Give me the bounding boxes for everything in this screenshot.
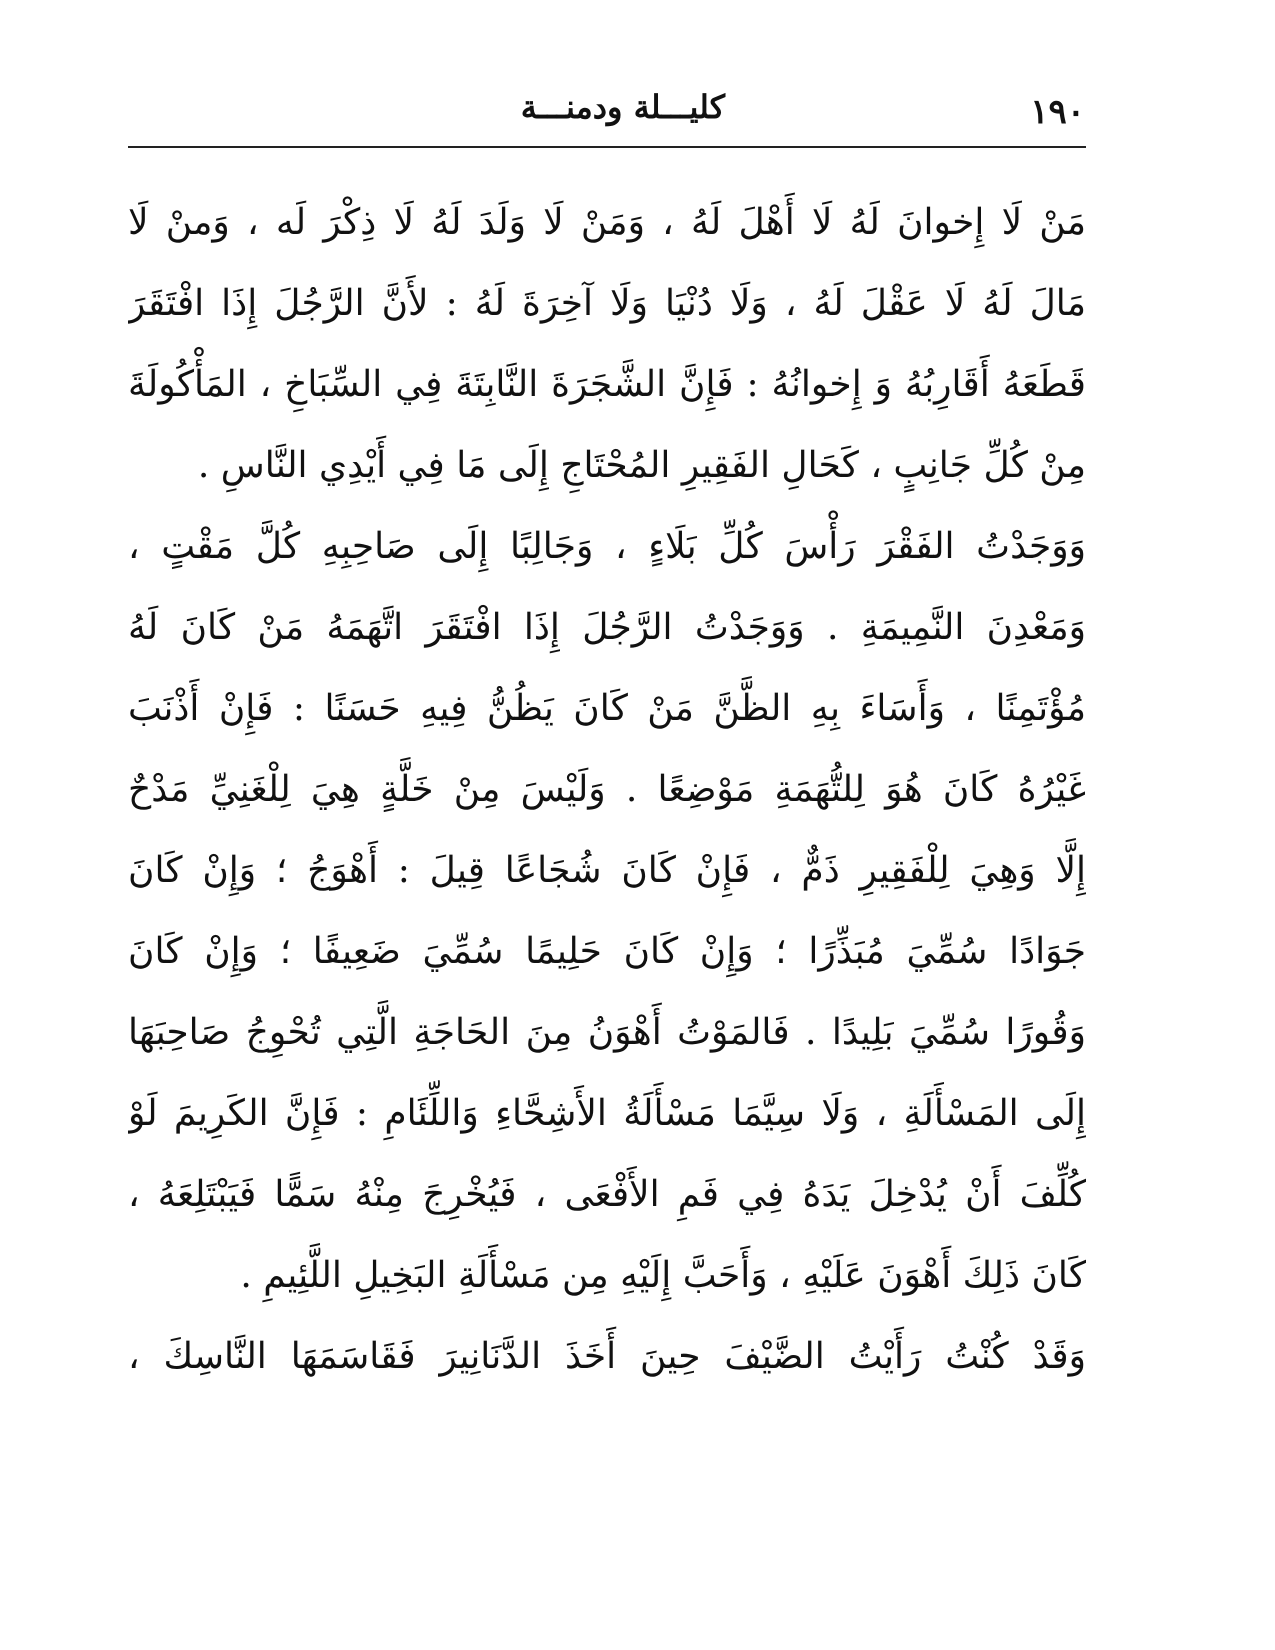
- text-line: إِلَّا وَهِيَ لِلْفَقِيرِ ذَمٌّ ، فَإِنْ كَانَ شُجَاعًا قِيلَ : أَهْوَجُ ؛ وَإِنْ كَانَ: [128, 850, 1086, 891]
- text-line: وَمَعْدِنَ النَّمِيمَةِ . وَوَجَدْتُ الرَّجُلَ إِذَا افْتَقَرَ اتَّهَمَهُ مَنْ كَانَ لَهُ: [128, 607, 1086, 648]
- text-line: قَطَعَهُ أَقَارِبُهُ وَ إِخوانُهُ : فَإِنَّ الشَّجَرَةَ النَّابِتَةَ فِي السِّبَاخِ ، المَأْكُولَةَ: [128, 364, 1086, 405]
- header-rule: [128, 146, 1086, 148]
- text-line: مِنْ كُلِّ جَانِبٍ ، كَحَالِ الفَقِيرِ المُحْتَاجِ إِلَى مَا فِي أَيْدِي النَّاسِ .: [197, 445, 1086, 486]
- text-line: مَنْ لَا إِخوانَ لَهُ لَا أَهْلَ لَهُ ، وَمَنْ لَا وَلَدَ لَهُ لَا ذِكْرَ لَه ، وَمنْ لَا: [128, 202, 1086, 243]
- running-title: كليـــلة ودمنـــة: [520, 88, 725, 126]
- text-line: وَوَجَدْتُ الفَقْرَ رَأْسَ كُلِّ بَلَاءٍ ، وَجَالِبًا إِلَى صَاحِبِهِ كُلَّ مَقْتٍ ،: [128, 526, 1086, 567]
- page-header: [130, 88, 1085, 138]
- text-line: مَالَ لَهُ لَا عَقْلَ لَهُ ، وَلَا دُنْيَا وَلَا آخِرَةَ لَهُ : لأَنَّ الرَّجُلَ إِذَا افْتَقَرَ: [128, 283, 1086, 324]
- text-line: جَوَادًا سُمِّيَ مُبَذِّرًا ؛ وَإِنْ كَانَ حَلِيمًا سُمِّيَ ضَعِيفًا ؛ وَإِنْ كَانَ: [128, 931, 1086, 972]
- page-number: ١٩٠: [1030, 92, 1085, 132]
- text-line: إِلَى المَسْأَلَةِ ، وَلَا سِيَّمَا مَسْأَلَةُ الأَشِحَّاءِ وَاللِّئَامِ : فَإِنَّ الكَرِيمَ لَوْ: [128, 1093, 1086, 1134]
- text-line: كُلِّفَ أَنْ يُدْخِلَ يَدَهُ فِي فَمِ الأَفْعَى ، فَيُخْرِجَ مِنْهُ سَمًّا فَيَبْتَلِعَهُ ،: [128, 1174, 1086, 1215]
- text-line: مُؤْتَمِنًا ، وَأَسَاءَ بِهِ الظَّنَّ مَنْ كَانَ يَظُنُّ فِيهِ حَسَنًا : فَإِنْ أَذْنَبَ: [128, 688, 1086, 729]
- text-line: وَقَدْ كُنْتُ رَأَيْتُ الضَّيْفَ حِينَ أَخَذَ الدَّنَانِيرَ فَقَاسَمَهَا النَّاسِكَ ،: [128, 1336, 1086, 1377]
- body-text: [128, 182, 1086, 1397]
- text-line: وَقُورًا سُمِّيَ بَلِيدًا . فَالمَوْتُ أَهْوَنُ مِنَ الحَاجَةِ الَّتِي تُحْوِجُ صَاحِبَهَا: [128, 1012, 1086, 1053]
- text-line: غَيْرُهُ كَانَ هُوَ لِلتُّهَمَةِ مَوْضِعًا . وَلَيْسَ مِنْ خَلَّةٍ هِيَ لِلْغَنِيِّ مَدْحٌ: [128, 769, 1086, 810]
- text-line: كَانَ ذَلِكَ أَهْوَنَ عَلَيْهِ ، وَأَحَبَّ إِلَيْهِ مِن مَسْأَلَةِ البَخِيلِ اللَّئِيمِ .: [240, 1255, 1086, 1296]
